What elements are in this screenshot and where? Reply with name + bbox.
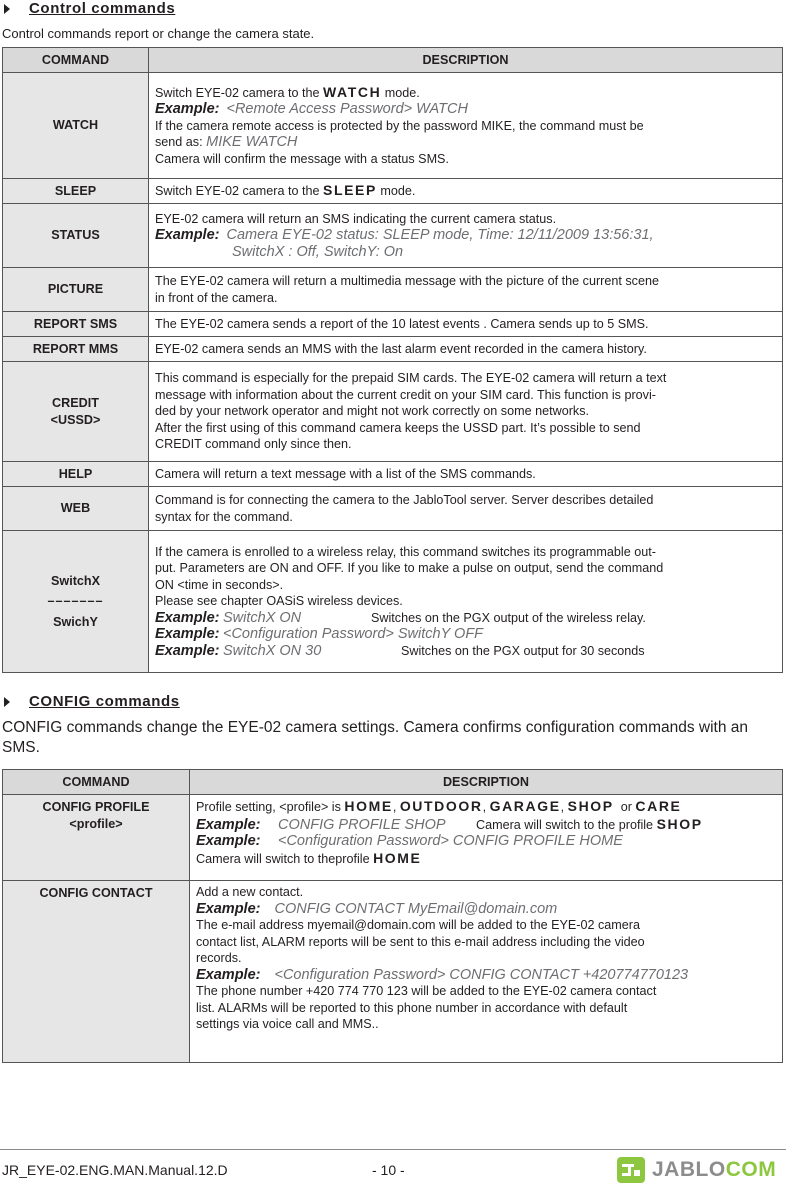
- text-line: records.: [196, 951, 242, 965]
- description-cell: [149, 73, 783, 179]
- example-label: Example:: [155, 101, 220, 118]
- section-title: Control commands: [29, 0, 176, 17]
- section-intro: CONFIG commands change the EYE-02 camera settings. Camera confirms configuration commands with an SMS.: [2, 719, 749, 756]
- table-row: [3, 487, 783, 531]
- command-parameter: <USSD>: [50, 412, 101, 427]
- command-cell: [3, 795, 190, 881]
- table-row: [3, 179, 783, 204]
- text: Switch EYE-02 camera to the: [155, 85, 320, 100]
- example-label: Example:: [155, 227, 220, 244]
- text-line: contact list, ALARM reports will be sent to this e-mail address including the video: [196, 934, 645, 949]
- table-row: [3, 337, 783, 362]
- example-label: Example:: [196, 816, 261, 833]
- example-value: MIKE WATCH: [206, 134, 298, 151]
- example-note: Camera will switch to the profile: [475, 817, 654, 832]
- example-label: Example:: [196, 966, 261, 983]
- jablocom-logo: [616, 1156, 776, 1184]
- command-cell: CONFIG CONTACT: [3, 881, 190, 1063]
- column-header-description: DESCRIPTION: [190, 770, 783, 795]
- table-row: [3, 881, 783, 1063]
- text-line: After the first using of this command camera keeps the USSD part. It’s possible to send: [155, 420, 641, 435]
- description-cell: [149, 268, 783, 312]
- command-cell: STATUS: [3, 204, 149, 268]
- text-line: Please see chapter OASiS wireless devices.: [155, 594, 403, 609]
- description-cell: [149, 204, 783, 268]
- mode-name: SLEEP: [323, 182, 377, 199]
- text-line: list. ALARMs will be reported to this phone number in accordance with default: [196, 1000, 628, 1015]
- column-header-description: DESCRIPTION: [149, 48, 783, 73]
- text-line: ded by your network operator and might not work correctly on some networks.: [155, 404, 589, 419]
- column-header-command: COMMAND: [3, 770, 190, 795]
- example-value: SwitchX ON: [222, 609, 302, 626]
- text-line: message with information about the current credit on your SIM card. This function is provi-: [155, 387, 656, 402]
- example-value: Camera EYE-02 status: SLEEP mode, Time: 12/11/2009 13:56:31,: [226, 227, 654, 244]
- description-cell: [149, 362, 783, 462]
- example-value: <Remote Access Password> WATCH: [226, 101, 468, 118]
- command-cell: WEB: [3, 487, 149, 531]
- table-row: [3, 268, 783, 312]
- command-cell: HELP: [3, 462, 149, 487]
- table-row: [3, 312, 783, 337]
- text-line: The e-mail address myemail@domain.com will be added to the EYE-02 camera: [196, 918, 640, 932]
- description-cell: [190, 881, 783, 1063]
- example-note: Switches on the PGX output for 30 seconds: [400, 643, 645, 658]
- command-cell: WATCH: [3, 73, 149, 179]
- footer-divider: [0, 1149, 786, 1150]
- text-line: put. Parameters are ON and OFF. If you like to make a pulse on output, send the command: [155, 561, 664, 576]
- text-line: in front of the camera.: [155, 290, 278, 305]
- logo-text-jablo: JABLO: [652, 1158, 726, 1181]
- config-commands-table: [2, 769, 783, 1063]
- text-line: If the camera is enrolled to a wireless relay, this command switches its programmable out-: [155, 544, 656, 559]
- table-row: [3, 795, 783, 881]
- command-parameter: <profile>: [69, 816, 123, 831]
- text: Switch EYE-02 camera to the: [155, 184, 320, 199]
- text-line: Camera will confirm the message with a status SMS.: [155, 151, 449, 166]
- text-line: CREDIT command only since then.: [155, 437, 352, 452]
- profile-name: GARAGE: [489, 798, 561, 814]
- example-value: SwitchX ON 30: [222, 642, 322, 659]
- text: or: [620, 800, 632, 814]
- description-cell: [149, 531, 783, 673]
- command-name: CREDIT: [52, 396, 99, 410]
- jablocom-logo-icon: [616, 1156, 646, 1184]
- table-row: [3, 531, 783, 673]
- text-line: EYE-02 camera will return an SMS indicating the current camera status.: [155, 211, 557, 226]
- text: mode.: [380, 184, 416, 199]
- table-row: [3, 204, 783, 268]
- table-row: [3, 73, 783, 179]
- command-name: CONFIG PROFILE: [42, 800, 150, 814]
- section-title: CONFIG commands: [29, 693, 180, 710]
- section-heading-config: [4, 693, 180, 710]
- text-line: This command is especially for the prepaid SIM cards. The EYE-02 camera will return a text: [155, 371, 667, 386]
- description-cell: The EYE-02 camera sends a report of the 10 latest events . Camera sends up to 5 SMS.: [149, 312, 783, 337]
- column-header-command: COMMAND: [3, 48, 149, 73]
- document-code: JR_EYE-02.ENG.MAN.Manual.12.D: [2, 1162, 228, 1178]
- text-line: Add a new contact.: [196, 885, 304, 899]
- logo-wordmark: [652, 1158, 776, 1182]
- description-cell: Camera will return a text message with a list of the SMS commands.: [149, 462, 783, 487]
- command-name: SwichY: [53, 614, 98, 629]
- text-line: settings via voice call and MMS..: [196, 1017, 379, 1031]
- page-number: - 10 -: [372, 1162, 405, 1178]
- text-line: Command is for connecting the camera to the JabloTool server. Server describes detailed: [155, 493, 654, 507]
- command-cell: PICTURE: [3, 268, 149, 312]
- text-line: The phone number +420 774 770 123 will be added to the EYE-02 camera contact: [196, 984, 657, 998]
- command-cell: REPORT MMS: [3, 337, 149, 362]
- profile-name: OUTDOOR: [399, 798, 483, 814]
- text: send as:: [155, 135, 203, 150]
- example-label: Example:: [155, 642, 220, 659]
- logo-text-com: COM: [725, 1158, 777, 1181]
- description-cell: EYE-02 camera sends an MMS with the last alarm event recorded in the camera history.: [149, 337, 783, 362]
- example-value: CONFIG CONTACT MyEmail@domain.com: [274, 900, 558, 917]
- section-intro: Control commands report or change the camera state.: [2, 26, 315, 41]
- text-line: ON <time in seconds>.: [155, 577, 284, 592]
- example-value: <Configuration Password> CONFIG CONTACT +420774770123: [274, 966, 689, 983]
- text: Camera will switch to theprofile: [196, 851, 370, 866]
- command-cell: [3, 531, 149, 673]
- text: Profile setting, <profile> is: [196, 800, 341, 814]
- triangle-bullet-icon: [4, 4, 10, 14]
- table-row: [3, 362, 783, 462]
- command-cell: SLEEP: [3, 179, 149, 204]
- mode-name: WATCH: [323, 83, 382, 100]
- profile-name: SHOP: [567, 798, 614, 814]
- example-label: Example:: [196, 900, 261, 917]
- example-label: Example:: [196, 833, 261, 849]
- example-note: Switches on the PGX output of the wireless relay.: [370, 610, 646, 625]
- example-value: SwitchX : Off, SwitchY: On: [232, 243, 404, 260]
- example-label: Example:: [155, 609, 220, 626]
- profile-name: HOME: [344, 798, 393, 814]
- table-header-row: [3, 48, 783, 73]
- section-heading-control: [4, 0, 175, 17]
- triangle-bullet-icon: [4, 697, 10, 707]
- text-line: The EYE-02 camera will return a multimedia message with the picture of the current scene: [155, 274, 659, 288]
- command-name: SwitchX: [51, 573, 100, 588]
- command-cell: [3, 362, 149, 462]
- description-cell: [149, 179, 783, 204]
- command-separator: –––––––: [47, 594, 104, 609]
- table-header-row: [3, 770, 783, 795]
- text-line: If the camera remote access is protected by the password MIKE, the command must be: [155, 118, 644, 133]
- example-value: CONFIG PROFILE SHOP: [277, 816, 446, 833]
- profile-name: CARE: [635, 798, 682, 814]
- example-value: <Configuration Password> SwitchY OFF: [222, 626, 484, 643]
- text: mode.: [384, 85, 420, 100]
- command-cell: REPORT SMS: [3, 312, 149, 337]
- control-commands-table: [2, 47, 783, 673]
- description-cell: [149, 487, 783, 531]
- example-label: Example:: [155, 626, 220, 643]
- profile-name: SHOP: [656, 815, 703, 832]
- profile-name: HOME: [373, 849, 422, 866]
- example-value: <Configuration Password> CONFIG PROFILE HOME: [277, 833, 623, 849]
- description-cell: Profile setting, <profile> is HOME, OUTDOOR, GARAGE, SHOP or CARE Example: CONFIG PROFILE SHOP Camera will switch to the profile SHOP Example: <Configuration Password> CONFIG PROFILE HOME Camera will switch to theprofile HOME: [190, 795, 783, 881]
- table-row: [3, 462, 783, 487]
- text-line: syntax for the command.: [155, 509, 293, 524]
